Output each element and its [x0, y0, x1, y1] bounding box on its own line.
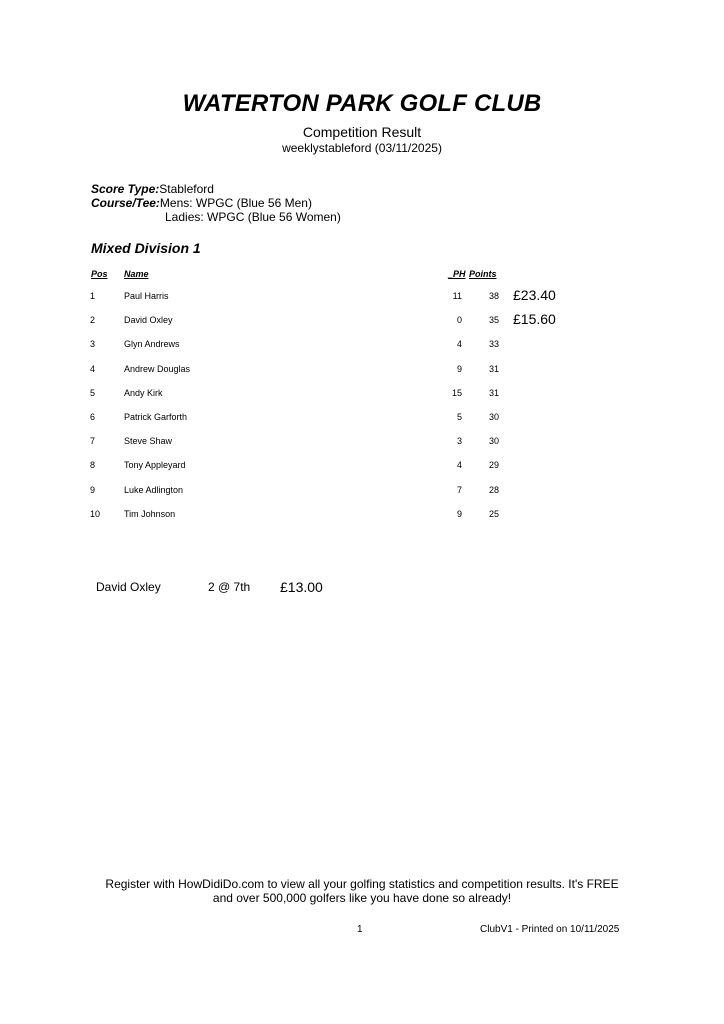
column-header-ph: _PH [448, 269, 466, 279]
column-header-name: Name [124, 269, 149, 279]
playing-handicap-cell: 0 [456, 315, 462, 326]
table-row [0, 509, 724, 533]
prize-cell: £23.40 [513, 287, 556, 303]
score-type-label: Score Type: [91, 182, 160, 196]
table-row [0, 339, 724, 363]
twos-amount: £13.00 [280, 579, 323, 595]
player-name-cell: Steve Shaw [124, 436, 173, 447]
score-type-value: Stableford [159, 182, 214, 196]
table-row [0, 412, 724, 436]
player-name-cell: Glyn Andrews [124, 339, 180, 350]
position-cell: 9 [90, 484, 96, 495]
position-cell: 3 [90, 339, 96, 350]
points-cell: 38 [488, 291, 499, 301]
points-cell: 28 [488, 484, 499, 495]
course-tee [91, 196, 312, 210]
page-number: 1 [357, 924, 363, 935]
table-row [0, 287, 724, 315]
position-cell: 2 [90, 315, 96, 326]
footer-message-line1: Register with HowDidiDo.com to view all your golfing statistics and competition results. It's FREE [105, 877, 619, 891]
score-type [91, 182, 214, 196]
course-tee-mens: Mens: WPGC (Blue 56 Men) [159, 196, 312, 210]
course-tee-label: Course/Tee: [91, 196, 160, 210]
printed-info: ClubV1 - Printed on 10/11/2025 [480, 924, 620, 935]
club-title: WATERTON PARK GOLF CLUB [182, 90, 542, 117]
position-cell: 5 [90, 387, 96, 398]
points-cell: 33 [488, 339, 499, 350]
points-cell: 31 [488, 387, 499, 398]
player-name-cell: Patrick Garforth [124, 412, 188, 422]
result-subtitle: Competition Result [302, 124, 422, 140]
playing-handicap-cell: 7 [456, 484, 462, 495]
table-row [0, 388, 724, 412]
table-row [0, 436, 724, 460]
playing-handicap-cell: 4 [456, 339, 462, 350]
player-name-cell: Andy Kirk [124, 387, 163, 398]
position-cell: 10 [90, 508, 101, 519]
points-cell: 35 [488, 315, 499, 326]
twos-player-name: David Oxley [96, 580, 161, 594]
points-cell: 31 [488, 363, 499, 374]
playing-handicap-cell: 3 [456, 436, 462, 447]
column-header-points: Points [469, 269, 497, 279]
footer-message-line2: and over 500,000 golfers like you have done so already! [212, 891, 512, 905]
playing-handicap-cell: 4 [456, 460, 462, 471]
table-row [0, 311, 724, 339]
table-row [0, 460, 724, 484]
playing-handicap-cell: 9 [456, 363, 462, 374]
footer-message [0, 877, 724, 905]
playing-handicap-cell: 9 [456, 508, 462, 519]
position-cell: 7 [90, 436, 96, 447]
prize-cell: £15.60 [513, 311, 556, 328]
playing-handicap-cell: 5 [456, 412, 462, 422]
points-cell: 29 [488, 460, 499, 471]
player-name-cell: Luke Adlington [124, 484, 184, 495]
twos-hole: 2 @ 7th [208, 580, 251, 594]
player-name-cell: Tony Appleyard [124, 460, 186, 471]
position-cell: 6 [90, 412, 96, 422]
player-name-cell: Tim Johnson [124, 508, 176, 519]
table-row [0, 485, 724, 509]
points-cell: 30 [488, 436, 499, 447]
position-cell: 4 [90, 363, 96, 374]
player-name-cell: David Oxley [124, 315, 173, 326]
table-row [0, 364, 724, 388]
position-cell: 8 [90, 460, 96, 471]
points-cell: 30 [488, 412, 499, 422]
division-title: Mixed Division 1 [91, 240, 201, 256]
course-tee-ladies: Ladies: WPGC (Blue 56 Women) [165, 210, 341, 224]
position-cell: 1 [90, 291, 96, 301]
points-cell: 25 [488, 508, 499, 519]
playing-handicap-cell: 11 [452, 291, 462, 301]
playing-handicap-cell: 15 [451, 387, 462, 398]
player-name-cell: Paul Harris [124, 291, 169, 301]
column-header-pos: Pos [91, 269, 108, 279]
competition-name: weeklystableford (03/11/2025) [282, 141, 442, 155]
player-name-cell: Andrew Douglas [124, 363, 191, 374]
